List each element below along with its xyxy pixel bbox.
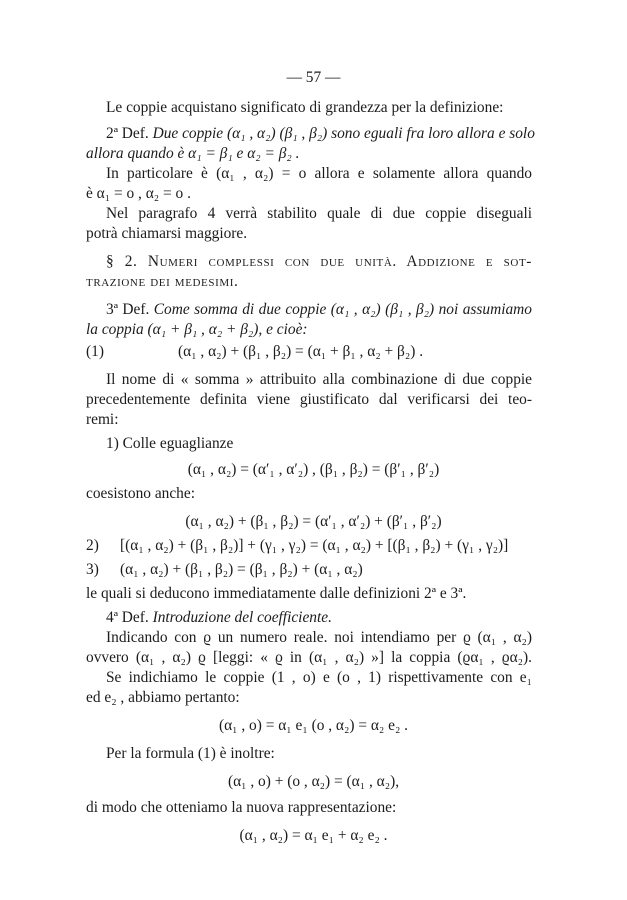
coefficient-line-2: ovvero (α₁ , α₂) ϱ [leggi: « ϱ in (α₁ , α₂) »] la coppia (ϱα₁ , ϱα₂). [86, 649, 532, 666]
definition-2-line-1 [106, 124, 535, 144]
equation-coexist: (α₁ , α₂) + (β₁ , β₂) = (α′₁ , α′₂) + (β′₁ , β′₂) [185, 513, 442, 530]
coefficient-line-3: Se indichiamo le coppie (1 , o) e (o , 1) rispettivamente con e₁ [106, 669, 532, 686]
paragraph-4-note-line-1: Nel paragrafo 4 verrà stabilito quale di due coppie diseguali [106, 205, 532, 222]
theorem-1-intro: 1) Colle eguaglianze [106, 435, 234, 452]
definition-4-title: Introduzione del coefficiente. [152, 609, 332, 626]
coefficient-line-1: Indicando con ϱ un numero reale. noi intendiamo per ϱ (α₁ , α₂) [106, 629, 532, 646]
definition-3-line-1 [106, 300, 532, 320]
coefficient-line-4: ed e₂ , abbiamo pertanto: [86, 689, 240, 706]
equation-1-label: (1) [86, 343, 104, 360]
particular-case-line-2: è α₁ = o , α₂ = o . [86, 185, 191, 202]
definition-3-label: 3ª Def. [106, 301, 150, 318]
definition-2-label: 2ª Def. [106, 125, 149, 142]
sum-paragraph-line-3: remi: [86, 411, 119, 428]
definition-2-text: Due coppie (α₁ , α₂) (β₁ , β₂) sono eguali fra loro allora e solo [152, 125, 535, 142]
definition-3-text: Come somma di due coppie (α₁ , α₂) (β₁ , β₂) noi assumiamo [153, 301, 532, 318]
definition-4-label: 4ª Def. [106, 609, 149, 626]
definition-3-line-2: la coppia (α₁ + β₁ , α₂ + β₂), e cioè: [86, 321, 308, 338]
equation-2-label: 2) [86, 537, 99, 554]
equation-equalities: (α₁ , α₂) = (α′₁ , α′₂) , (β₁ , β₂) = (β′₁ , β′₂) [187, 461, 440, 478]
paragraph-4-note-line-2: potrà chiamarsi maggiore. [86, 225, 248, 242]
sum-paragraph-line-2: precedentemente definita viene giustificato dal verificarsi dei teo- [86, 391, 532, 408]
equation-1: (α₁ , α₂) + (β₁ , β₂) = (α₁ + β₁ , α₂ + β₂) . [178, 343, 424, 360]
deduction-line: le quali si deducono immediatamente dalle definizioni 2ª e 3ª. [86, 585, 467, 602]
equation-formula-sum: (α₁ , o) + (o , α₂) = (α₁ , α₂), [227, 773, 400, 790]
section-heading-line-1: § 2. Numeri complessi con due unità. Addizione e sot- [106, 253, 532, 270]
paragraph-definition-intro: Le coppie acquistano significato di grandezza per la definizione: [106, 99, 504, 116]
equation-2: [(α₁ , α₂) + (β₁ , β₂)] + (γ₁ , γ₂) = (α₁ , α₂) + [(β₁ , β₂) + (γ₁ , γ₂)] [120, 537, 509, 554]
equation-3-label: 3) [86, 561, 99, 578]
section-heading-line-2: trazione dei medesimi. [86, 273, 239, 290]
coexist-text: coesistono anche: [86, 485, 195, 502]
formula-reference-line: Per la formula (1) è inoltre: [106, 745, 275, 762]
representation-line: di modo che otteniamo la nuova rappresentazione: [86, 799, 397, 816]
sum-paragraph-line-1: Il nome di « somma » attribuito alla combinazione di due coppie [106, 371, 532, 388]
particular-case-line-1: In particolare è (α₁ , α₂) = o allora e solamente allora quando [106, 165, 532, 182]
equation-3: (α₁ , α₂) + (β₁ , β₂) = (β₁ , β₂) + (α₁ , α₂) [120, 561, 363, 578]
definition-4-heading [106, 608, 627, 628]
page-number: — 57 — [286, 69, 341, 86]
equation-final-representation: (α₁ , α₂) = α₁ e₁ + α₂ e₂ . [239, 827, 388, 844]
equation-unit-pairs: (α₁ , o) = α₁ e₁ (o , α₂) = α₂ e₂ . [218, 717, 409, 734]
definition-2-line-2: allora quando è α₁ = β₁ e α₂ = β₂ . [86, 145, 300, 162]
